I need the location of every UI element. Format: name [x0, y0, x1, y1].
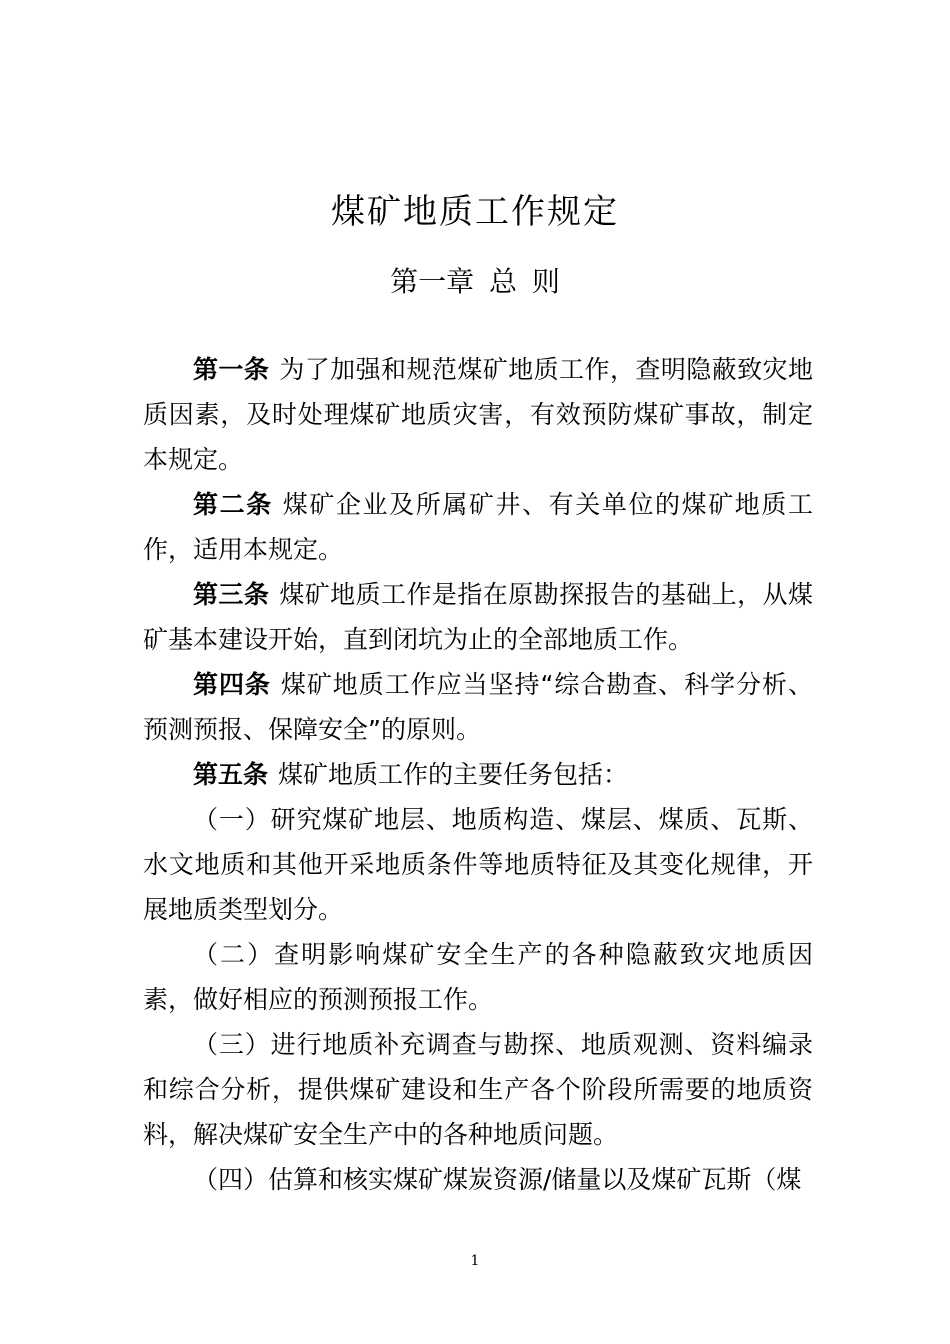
article-text: 煤矿企业及所属矿井、有关单位的煤矿地质工作，适用本规定。 [143, 490, 813, 564]
article-2 [143, 482, 813, 572]
article-number: 第一条 [193, 355, 270, 384]
list-item-1: （一）研究煤矿地层、地质构造、煤层、煤质、瓦斯、水文地质和其他开采地质条件等地质特征及其变化规律，开展地质类型划分。 [143, 805, 813, 924]
list-item-2: （二）查明影响煤矿安全生产的各种隐蔽致灾地质因素，做好相应的预测预报工作。 [143, 940, 813, 1014]
article-4 [143, 662, 813, 752]
document-body [143, 347, 813, 1202]
list-item-3: （三）进行地质补充调查与勘探、地质观测、资料编录和综合分析，提供煤矿建设和生产各个阶段所需要的地质资料，解决煤矿安全生产中的各种地质问题。 [143, 1030, 813, 1149]
list-item-4: （四）估算和核实煤矿煤炭资源/储量以及煤矿瓦斯（煤 [193, 1165, 802, 1194]
article-number: 第四条 [193, 670, 271, 699]
chapter-heading: 第一章 总 则 [390, 265, 560, 298]
article-text: 煤矿地质工作是指在原勘探报告的基础上，从煤矿基本建设开始，直到闭坑为止的全部地质工作。 [143, 580, 813, 654]
article-3 [143, 572, 813, 662]
article-5 [143, 752, 813, 797]
article-number: 第五条 [193, 760, 269, 789]
document-title: 煤矿地质工作规定 [331, 192, 619, 232]
article-text: 为了加强和规范煤矿地质工作，查明隐蔽致灾地质因素，及时处理煤矿地质灾害，有效预防煤矿事故，制定本规定。 [143, 355, 813, 474]
page-number: 1 [470, 1253, 480, 1269]
article-text: 煤矿地质工作应当坚持“综合勘查、科学分析、预测预报、保障安全”的原则。 [143, 670, 813, 744]
article-number: 第三条 [193, 580, 270, 609]
article-number: 第二条 [193, 490, 273, 519]
article-1 [143, 347, 813, 482]
article-text: 煤矿地质工作的主要任务包括： [278, 760, 629, 789]
